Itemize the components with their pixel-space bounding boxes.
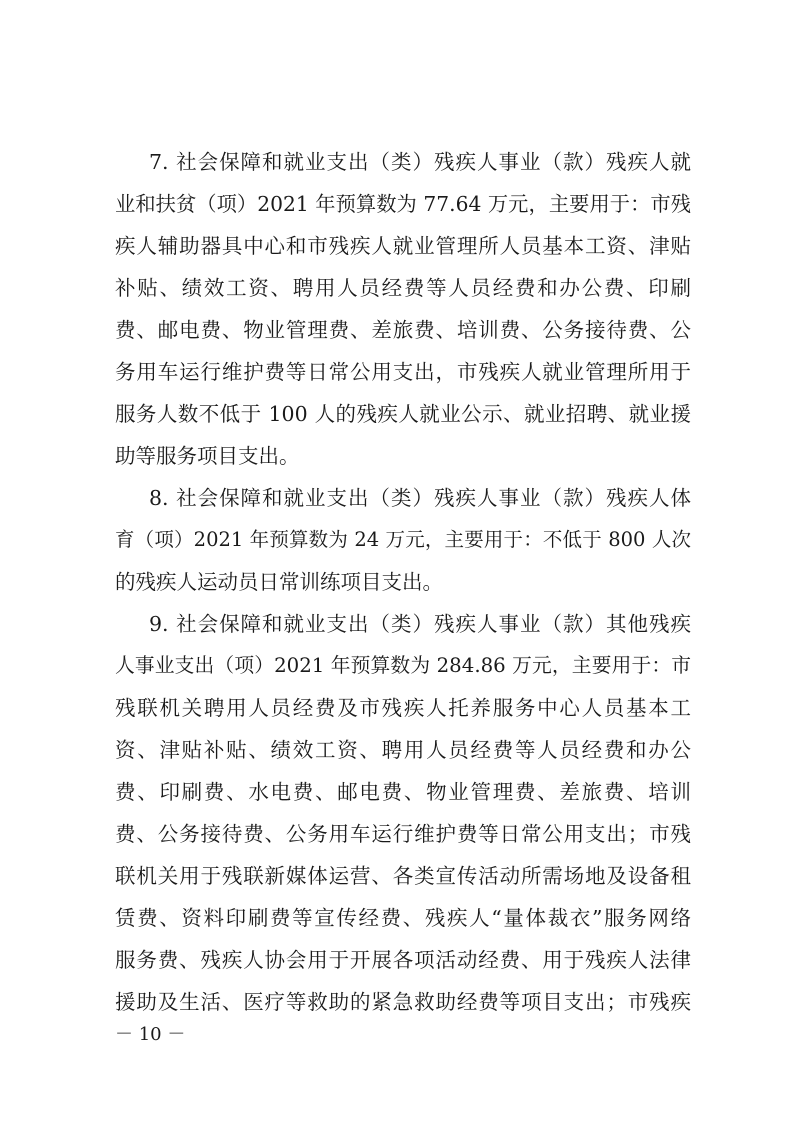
paragraph-9-line-1: 9. 社会保障和就业支出（类）残疾人事业（款）其他残疾 bbox=[149, 612, 691, 636]
paragraph-9-line-8: 赁费、资料印刷费等宣传经费、残疾人“量体裁衣”服务网络 bbox=[115, 906, 691, 930]
paragraph-8-line-2: 育（项）2021 年预算数为 24 万元，主要用于：不低于 800 人次 bbox=[115, 528, 691, 551]
paragraph-7-line-3: 疾人辅助器具中心和市残疾人就业管理所人员基本工资、津贴 bbox=[115, 234, 691, 258]
paragraph-7-line-1: 7. 社会保障和就业支出（类）残疾人事业（款）残疾人就 bbox=[149, 150, 691, 174]
paragraph-7-line-4: 补贴、绩效工资、聘用人员经费等人员经费和办公费、印刷 bbox=[115, 276, 691, 300]
paragraph-7-line-2: 业和扶贫（项）2021 年预算数为 77.64 万元，主要用于：市残 bbox=[115, 192, 691, 216]
paragraph-7-line-5: 费、邮电费、物业管理费、差旅费、培训费、公务接待费、公 bbox=[115, 318, 691, 342]
paragraph-9-line-10: 援助及生活、医疗等救助的紧急救助经费等项目支出；市残疾 bbox=[115, 990, 691, 1014]
paragraph-9-line-3: 残联机关聘用人员经费及市残疾人托养服务中心人员基本工 bbox=[115, 696, 691, 720]
paragraph-9-line-9: 服务费、残疾人协会用于开展各项活动经费、用于残疾人法律 bbox=[115, 948, 691, 972]
paragraph-9-line-6: 费、公务接待费、公务用车运行维护费等日常公用支出；市残 bbox=[115, 822, 691, 846]
paragraph-8-line-1: 8. 社会保障和就业支出（类）残疾人事业（款）残疾人体 bbox=[149, 486, 691, 510]
paragraph-9-line-5: 费、印刷费、水电费、邮电费、物业管理费、差旅费、培训 bbox=[115, 780, 691, 804]
paragraph-7-line-6: 务用车运行维护费等日常公用支出，市残疾人就业管理所用于 bbox=[115, 360, 691, 384]
paragraph-9-line-7: 联机关用于残联新媒体运营、各类宣传活动所需场地及设备租 bbox=[115, 864, 691, 888]
paragraph-8-line-3: 的残疾人运动员日常训练项目支出。 bbox=[115, 570, 443, 594]
paragraph-7-line-7: 服务人数不低于 100 人的残疾人就业公示、就业招聘、就业援 bbox=[115, 402, 691, 426]
paragraph-9-line-4: 资、津贴补贴、绩效工资、聘用人员经费等人员经费和办公 bbox=[115, 738, 691, 762]
paragraph-7-line-8: 助等服务项目支出。 bbox=[115, 444, 300, 468]
paragraph-9-line-2: 人事业支出（项）2021 年预算数为 284.86 万元，主要用于：市 bbox=[115, 654, 691, 677]
page-number: － 10 － bbox=[115, 1024, 186, 1045]
